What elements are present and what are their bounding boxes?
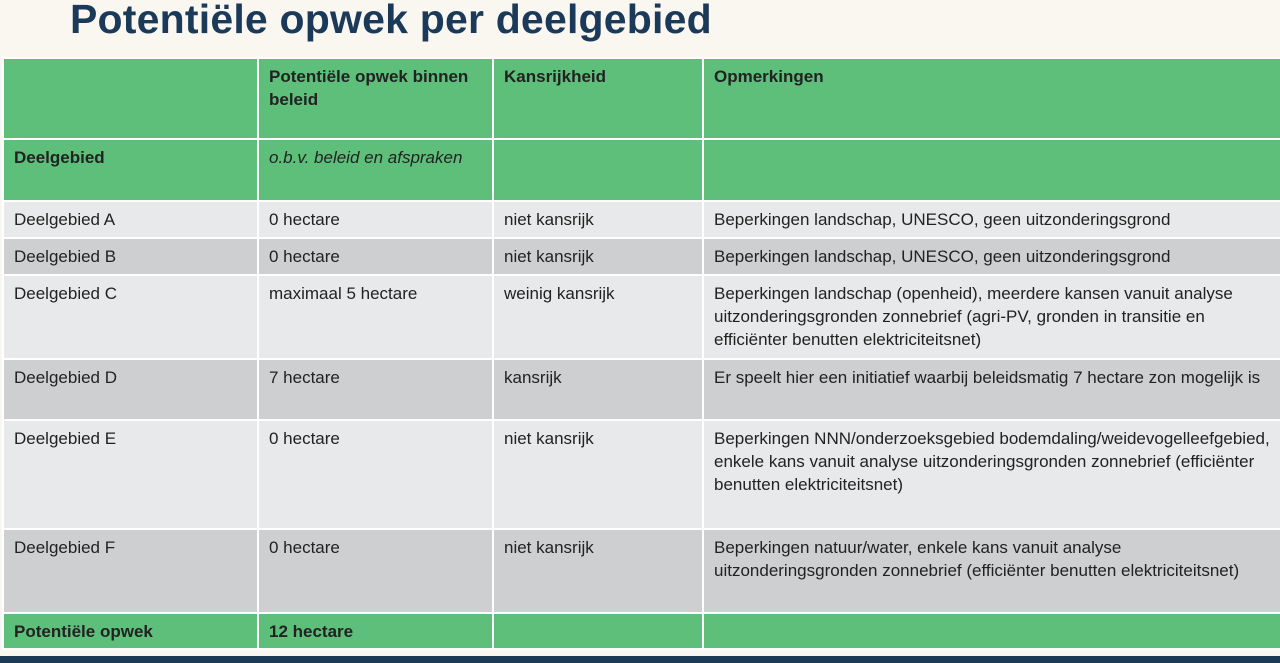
cell-potential: maximaal 5 hectare xyxy=(258,275,493,359)
cell-area: Deelgebied F xyxy=(3,529,258,613)
table-subheader-row xyxy=(3,139,1280,201)
cell-potential: 0 hectare xyxy=(258,529,493,613)
cell-remarks: Beperkingen NNN/onderzoeksgebied bodemdaling/weidevogelleefgebied, enkele kans vanuit analyse uitzonderingsgronden zonnebrief (efficiënter benutten elektriciteitsnet) xyxy=(703,420,1280,529)
total-label: Potentiële opwek xyxy=(3,613,258,649)
table-row xyxy=(3,201,1280,238)
total-empty-feasibility xyxy=(493,613,703,649)
cell-potential: 0 hectare xyxy=(258,420,493,529)
cell-area: Deelgebied E xyxy=(3,420,258,529)
cell-potential: 0 hectare xyxy=(258,201,493,238)
cell-feasibility: weinig kansrijk xyxy=(493,275,703,359)
total-value: 12 hectare xyxy=(258,613,493,649)
header-cell-feasibility: Kansrijkheid xyxy=(493,58,703,139)
cell-potential: 7 hectare xyxy=(258,359,493,420)
subheader-empty-remarks xyxy=(703,139,1280,201)
cell-feasibility: niet kansrijk xyxy=(493,238,703,275)
total-empty-remarks xyxy=(703,613,1280,649)
cell-potential: 0 hectare xyxy=(258,238,493,275)
table-row xyxy=(3,420,1280,529)
header-cell-remarks: Opmerkingen xyxy=(703,58,1280,139)
cell-area: Deelgebied B xyxy=(3,238,258,275)
table-header-row xyxy=(3,58,1280,139)
bottom-accent-bar xyxy=(0,656,1280,663)
header-cell-potential: Potentiële opwek binnen beleid xyxy=(258,58,493,139)
table-row xyxy=(3,275,1280,359)
slide-title: Potentiële opwek per deelgebied xyxy=(70,0,712,42)
cell-area: Deelgebied D xyxy=(3,359,258,420)
header-cell-empty xyxy=(3,58,258,139)
subheader-empty-feasibility xyxy=(493,139,703,201)
table-row xyxy=(3,238,1280,275)
table-row xyxy=(3,359,1280,420)
cell-area: Deelgebied C xyxy=(3,275,258,359)
cell-feasibility: niet kansrijk xyxy=(493,201,703,238)
cell-feasibility: niet kansrijk xyxy=(493,529,703,613)
cell-remarks: Beperkingen natuur/water, enkele kans vanuit analyse uitzonderingsgronden zonnebrief (efficiënter benutten elektriciteitsnet) xyxy=(703,529,1280,613)
table-total-row xyxy=(3,613,1280,649)
subheader-note: o.b.v. beleid en afspraken xyxy=(258,139,493,201)
cell-area: Deelgebied A xyxy=(3,201,258,238)
cell-remarks: Beperkingen landschap, UNESCO, geen uitzonderingsgrond xyxy=(703,201,1280,238)
deelgebied-table xyxy=(2,57,1280,650)
cell-remarks: Er speelt hier een initiatief waarbij beleidsmatig 7 hectare zon mogelijk is xyxy=(703,359,1280,420)
subheader-label: Deelgebied xyxy=(3,139,258,201)
cell-remarks: Beperkingen landschap, UNESCO, geen uitzonderingsgrond xyxy=(703,238,1280,275)
cell-feasibility: niet kansrijk xyxy=(493,420,703,529)
table-row xyxy=(3,529,1280,613)
cell-feasibility: kansrijk xyxy=(493,359,703,420)
cell-remarks: Beperkingen landschap (openheid), meerdere kansen vanuit analyse uitzonderingsgronden zonnebrief (agri-PV, gronden in transitie en efficiënter benutten elektriciteitsnet) xyxy=(703,275,1280,359)
